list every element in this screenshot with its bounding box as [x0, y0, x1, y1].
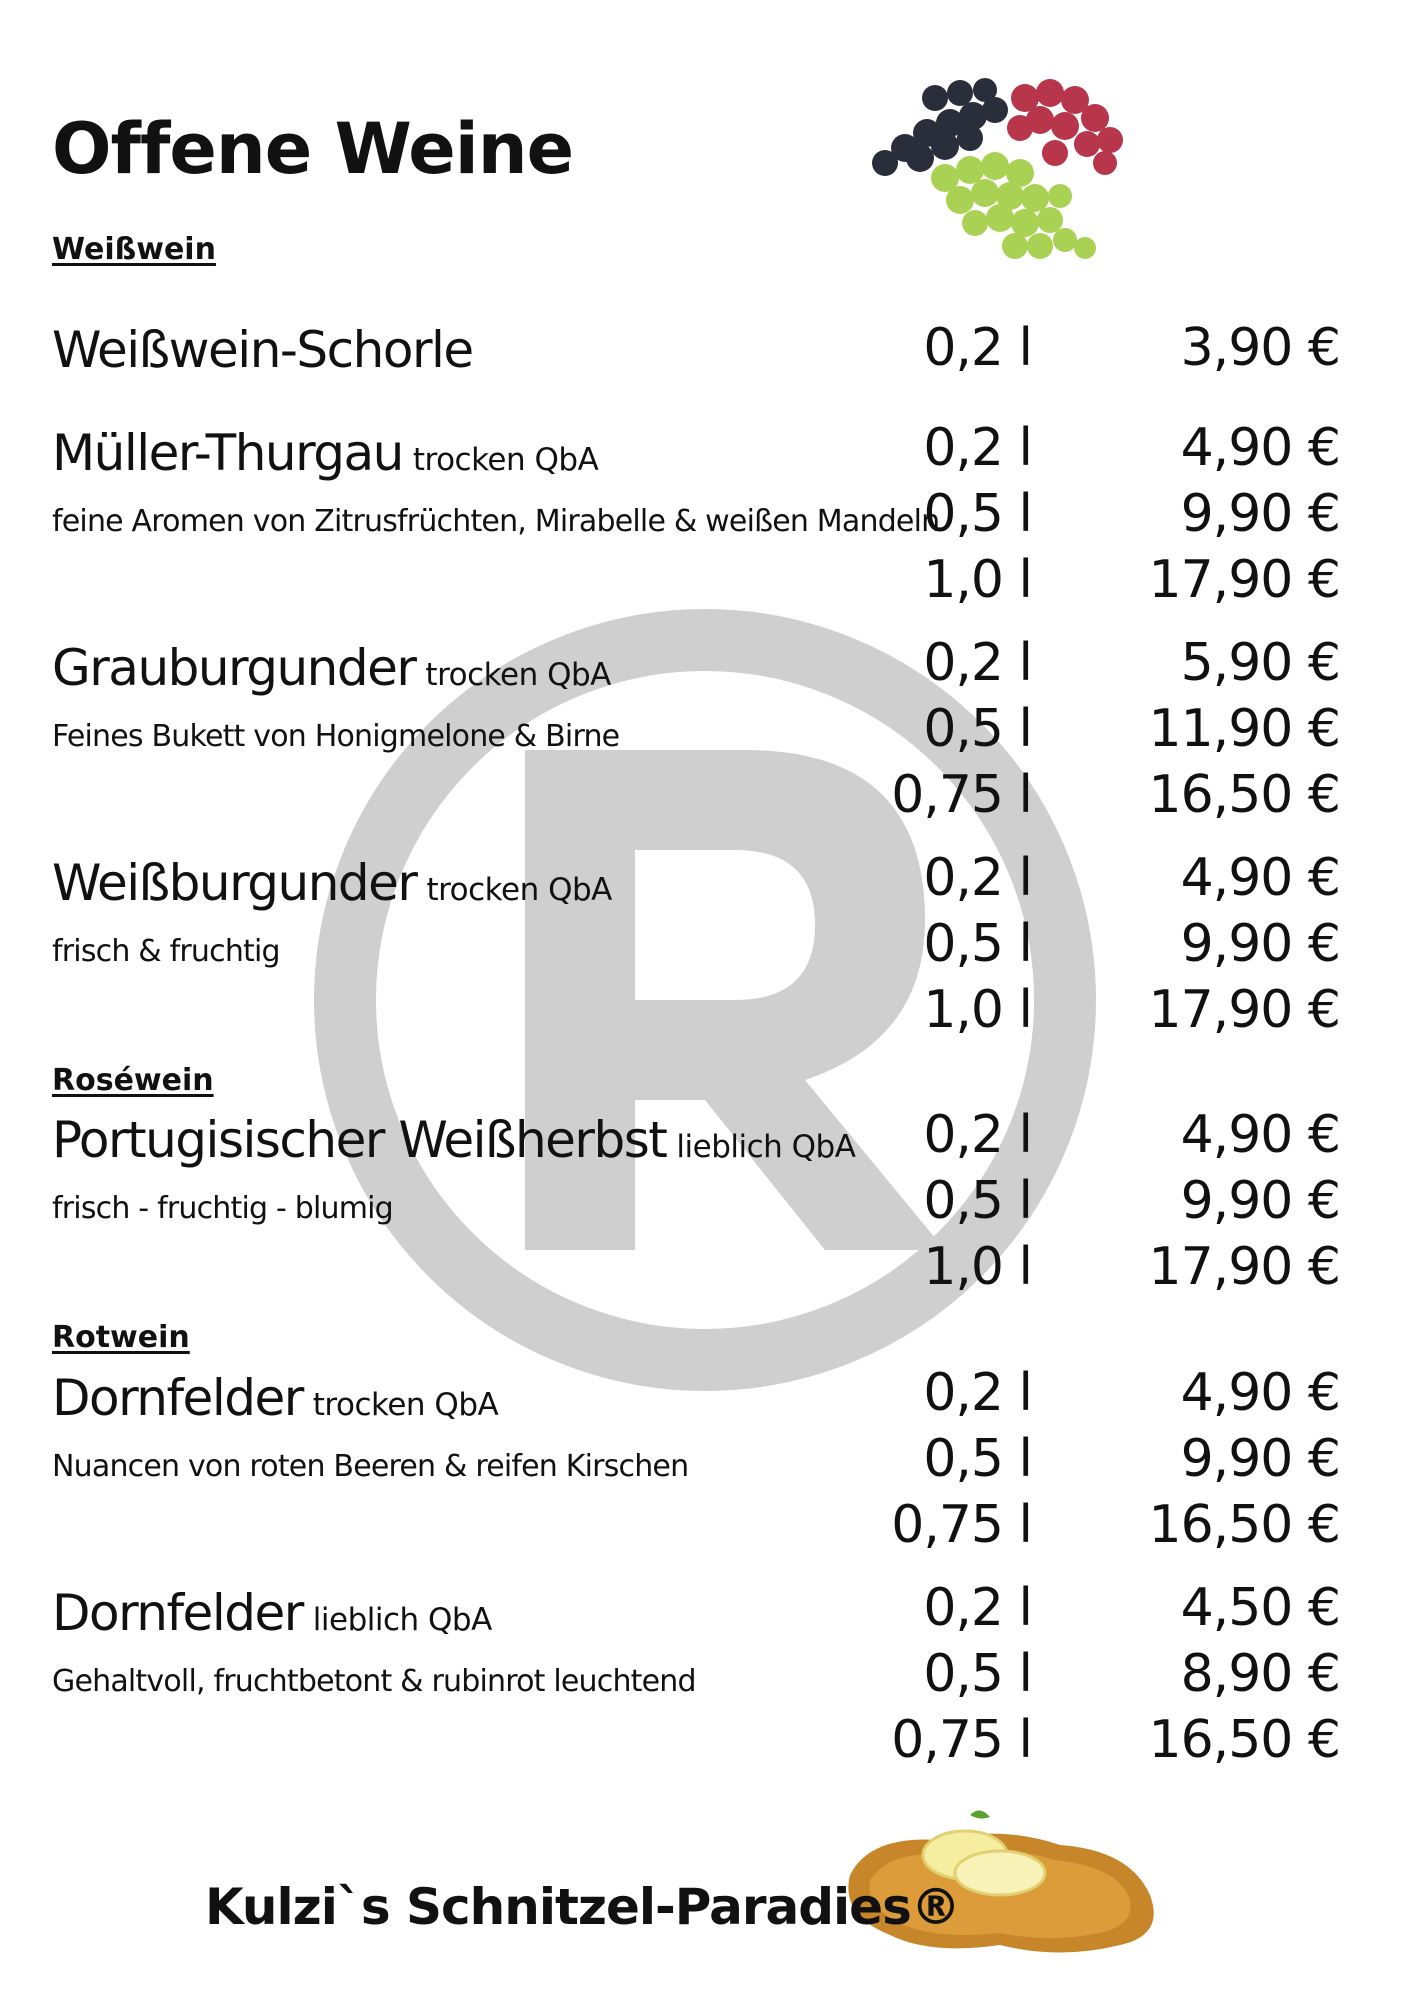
wine-prices — [820, 630, 1350, 828]
wine-quality: trocken QbA — [425, 657, 611, 693]
wine-name-line — [52, 321, 473, 379]
wine-description: Nuancen von roten Beeren & reifen Kirschen — [52, 1449, 689, 1484]
wine-quality: trocken QbA — [412, 442, 599, 478]
section-heading-rosewein: Roséwein — [52, 1063, 214, 1098]
price-row — [820, 762, 1350, 828]
wine-name-line — [52, 1369, 688, 1427]
volume: 0,5 l — [923, 699, 1032, 759]
wine-name-line — [52, 424, 939, 482]
price: 4,90 € — [1180, 1363, 1340, 1423]
volume: 0,2 l — [923, 848, 1032, 908]
price-row — [820, 911, 1350, 977]
wine-description: frisch & fruchtig — [52, 934, 280, 969]
wine-description: Feines Bukett von Honigmelone & Birne — [52, 719, 620, 754]
wine-name: Dornfelder — [52, 1584, 303, 1642]
wine-description: feine Aromen von Zitrusfrüchten, Mirabelle & weißen Mandeln — [52, 504, 940, 539]
price: 16,50 € — [1148, 1710, 1340, 1770]
wine-prices — [820, 1360, 1350, 1558]
wine-item — [52, 1369, 689, 1484]
wine-item — [52, 1584, 696, 1699]
wine-name: Grauburgunder — [52, 639, 416, 697]
price-row — [820, 481, 1350, 547]
price-row — [820, 1234, 1350, 1300]
volume: 0,2 l — [923, 633, 1032, 693]
price: 16,50 € — [1148, 765, 1340, 825]
volume: 0,75 l — [891, 1495, 1032, 1555]
wine-item — [52, 321, 473, 379]
volume: 0,5 l — [923, 1644, 1032, 1704]
wine-item — [52, 424, 940, 539]
price-row — [820, 1360, 1350, 1426]
price: 4,50 € — [1180, 1578, 1340, 1638]
volume: 1,0 l — [923, 980, 1032, 1040]
price: 5,90 € — [1180, 633, 1340, 693]
price-row — [820, 315, 1350, 381]
wine-quality: trocken QbA — [426, 872, 612, 908]
price: 4,90 € — [1180, 418, 1340, 478]
volume: 0,5 l — [923, 914, 1032, 974]
footer-brand: Kulzi`s Schnitzel-Paradies® — [205, 1878, 960, 1936]
price: 16,50 € — [1148, 1495, 1340, 1555]
wine-name-line — [52, 854, 612, 912]
price: 4,90 € — [1180, 1105, 1340, 1165]
price-row — [820, 845, 1350, 911]
price-row — [820, 547, 1350, 613]
wine-prices — [820, 845, 1350, 1043]
volume: 0,2 l — [923, 318, 1032, 378]
price: 11,90 € — [1148, 699, 1340, 759]
price: 9,90 € — [1180, 914, 1340, 974]
wine-prices — [820, 1102, 1350, 1300]
price: 17,90 € — [1148, 980, 1340, 1040]
wine-name: Weißwein-Schorle — [52, 321, 473, 379]
volume: 0,5 l — [923, 1171, 1032, 1231]
wine-prices — [820, 315, 1350, 381]
price-row — [820, 1492, 1350, 1558]
price: 9,90 € — [1180, 1171, 1340, 1231]
section-heading-rotwein: Rotwein — [52, 1320, 190, 1355]
volume: 1,0 l — [923, 1237, 1032, 1297]
volume: 0,2 l — [923, 1578, 1032, 1638]
wine-name: Dornfelder — [52, 1369, 303, 1427]
wine-prices — [820, 1575, 1350, 1773]
wine-item — [52, 854, 612, 969]
wine-prices — [820, 415, 1350, 613]
price-row — [820, 977, 1350, 1043]
price-row — [820, 1102, 1350, 1168]
price-row — [820, 415, 1350, 481]
wine-name-line — [52, 1111, 856, 1169]
price: 4,90 € — [1180, 848, 1340, 908]
volume: 0,2 l — [923, 1363, 1032, 1423]
wine-description: frisch - fruchtig - blumig — [52, 1191, 393, 1226]
wine-name-line — [52, 639, 619, 697]
wine-description: Gehaltvoll, fruchtbetont & rubinrot leuchtend — [52, 1664, 696, 1699]
price-row — [820, 1575, 1350, 1641]
price: 3,90 € — [1180, 318, 1340, 378]
price-row — [820, 696, 1350, 762]
volume: 1,0 l — [923, 550, 1032, 610]
volume: 0,75 l — [891, 765, 1032, 825]
page-title: Offene Weine — [52, 108, 574, 190]
price-row — [820, 630, 1350, 696]
grapes-image — [865, 78, 1165, 268]
price: 9,90 € — [1180, 1429, 1340, 1489]
wine-quality: lieblich QbA — [676, 1129, 856, 1165]
price-row — [820, 1707, 1350, 1773]
volume: 0,2 l — [923, 1105, 1032, 1165]
wine-item — [52, 1111, 856, 1226]
volume: 0,2 l — [923, 418, 1032, 478]
volume: 0,75 l — [891, 1710, 1032, 1770]
price: 8,90 € — [1180, 1644, 1340, 1704]
price: 17,90 € — [1148, 550, 1340, 610]
volume: 0,5 l — [923, 484, 1032, 544]
wine-name: Weißburgunder — [52, 854, 417, 912]
price-row — [820, 1641, 1350, 1707]
wine-item — [52, 639, 620, 754]
price: 9,90 € — [1180, 484, 1340, 544]
price-row — [820, 1426, 1350, 1492]
wine-quality: lieblich QbA — [312, 1602, 492, 1638]
volume: 0,5 l — [923, 1429, 1032, 1489]
wine-quality: trocken QbA — [312, 1387, 499, 1423]
section-heading-weisswein: Weißwein — [52, 232, 216, 267]
wine-name-line — [52, 1584, 696, 1642]
price: 17,90 € — [1148, 1237, 1340, 1297]
wine-name: Portugisischer Weißherbst — [52, 1111, 667, 1169]
price-row — [820, 1168, 1350, 1234]
wine-name: Müller-Thurgau — [52, 424, 403, 482]
